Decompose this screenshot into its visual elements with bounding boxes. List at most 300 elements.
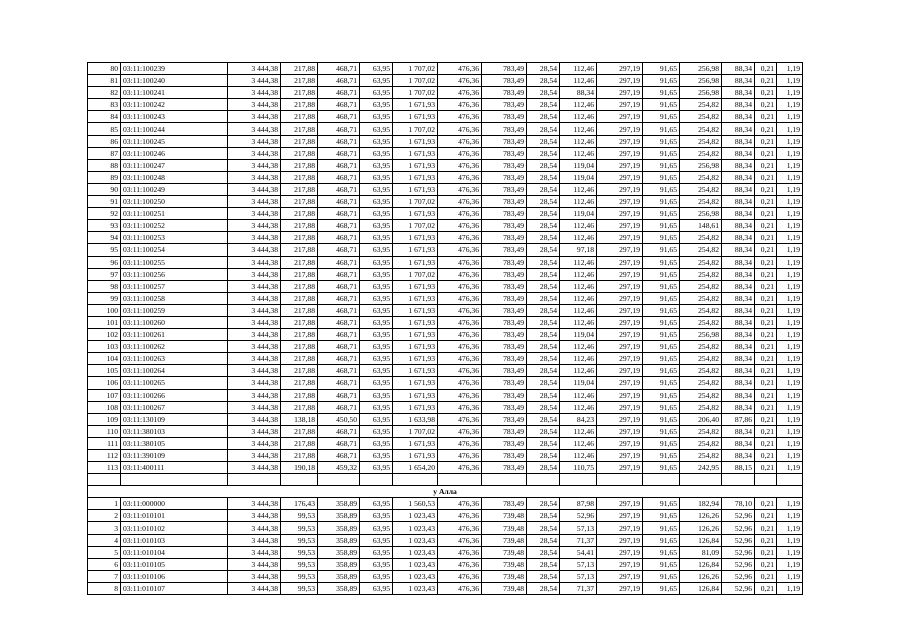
value-cell: 3 444,38 — [228, 280, 281, 292]
parcel-code-cell: 03:11:100262 — [121, 341, 228, 353]
row-number-cell: 91 — [88, 196, 121, 208]
value-cell: 297,19 — [597, 123, 643, 135]
value-cell: 88,34 — [722, 329, 755, 341]
value-cell: 783,49 — [482, 413, 527, 425]
value-cell: 63,95 — [360, 123, 393, 135]
value-cell: 3 444,38 — [228, 450, 281, 462]
table-row — [88, 304, 803, 316]
value-cell: 476,36 — [438, 413, 482, 425]
value-cell: 0,21 — [755, 510, 777, 522]
row-number-cell: 108 — [88, 401, 121, 413]
value-cell: 0,21 — [755, 171, 777, 183]
value-cell: 1 671,93 — [393, 135, 438, 147]
value-cell: 88,34 — [722, 268, 755, 280]
value-cell: 88,34 — [722, 196, 755, 208]
value-cell: 0,21 — [755, 87, 777, 99]
empty-cell — [88, 474, 121, 486]
row-number-cell: 8 — [88, 582, 121, 594]
section-header-row — [88, 486, 803, 498]
value-cell: 1 671,93 — [393, 401, 438, 413]
value-cell: 297,19 — [597, 413, 643, 425]
value-cell: 1 671,93 — [393, 304, 438, 316]
value-cell: 468,71 — [318, 437, 360, 449]
value-cell: 0,21 — [755, 304, 777, 316]
value-cell: 3 444,38 — [228, 99, 281, 111]
value-cell: 1 707,02 — [393, 196, 438, 208]
value-cell: 28,54 — [527, 341, 560, 353]
value-cell: 0,21 — [755, 256, 777, 268]
empty-cell — [597, 474, 643, 486]
empty-cell — [360, 474, 393, 486]
table-row — [88, 135, 803, 147]
table-row — [88, 341, 803, 353]
value-cell: 783,49 — [482, 401, 527, 413]
table-row — [88, 522, 803, 534]
value-cell: 217,88 — [281, 401, 318, 413]
value-cell: 1,19 — [777, 570, 803, 582]
row-number-cell: 86 — [88, 135, 121, 147]
value-cell: 91,65 — [643, 582, 680, 594]
value-cell: 297,19 — [597, 292, 643, 304]
value-cell: 88,34 — [722, 111, 755, 123]
value-cell: 254,82 — [680, 292, 722, 304]
value-cell: 476,36 — [438, 570, 482, 582]
parcel-code-cell: 03:11:100265 — [121, 377, 228, 389]
parcel-code-cell: 03:11:100256 — [121, 268, 228, 280]
table-row — [88, 147, 803, 159]
value-cell: 88,34 — [722, 244, 755, 256]
value-cell: 1 671,93 — [393, 292, 438, 304]
value-cell: 783,49 — [482, 292, 527, 304]
value-cell: 1 023,43 — [393, 558, 438, 570]
value-cell: 297,19 — [597, 329, 643, 341]
value-cell: 112,46 — [560, 292, 597, 304]
empty-cell — [393, 474, 438, 486]
row-number-cell: 107 — [88, 389, 121, 401]
value-cell: 1 671,93 — [393, 329, 438, 341]
value-cell: 297,19 — [597, 582, 643, 594]
parcel-code-cell: 03:11:390109 — [121, 450, 228, 462]
value-cell: 84,23 — [560, 413, 597, 425]
value-cell: 217,88 — [281, 208, 318, 220]
value-cell: 468,71 — [318, 304, 360, 316]
value-cell: 297,19 — [597, 232, 643, 244]
value-cell: 476,36 — [438, 280, 482, 292]
value-cell: 91,65 — [643, 450, 680, 462]
value-cell: 468,71 — [318, 123, 360, 135]
value-cell: 297,19 — [597, 171, 643, 183]
value-cell: 254,82 — [680, 365, 722, 377]
value-cell: 3 444,38 — [228, 123, 281, 135]
value-cell: 63,95 — [360, 232, 393, 244]
value-cell: 254,82 — [680, 377, 722, 389]
value-cell: 3 444,38 — [228, 304, 281, 316]
row-number-cell: 96 — [88, 256, 121, 268]
row-number-cell: 112 — [88, 450, 121, 462]
value-cell: 3 444,38 — [228, 256, 281, 268]
value-cell: 783,49 — [482, 244, 527, 256]
empty-cell — [680, 474, 722, 486]
value-cell: 254,82 — [680, 268, 722, 280]
value-cell: 52,96 — [560, 510, 597, 522]
value-cell: 63,95 — [360, 220, 393, 232]
value-cell: 78,10 — [722, 498, 755, 510]
value-cell: 0,21 — [755, 196, 777, 208]
value-cell: 783,49 — [482, 280, 527, 292]
value-cell: 0,21 — [755, 582, 777, 594]
value-cell: 783,49 — [482, 377, 527, 389]
value-cell: 217,88 — [281, 292, 318, 304]
value-cell: 254,82 — [680, 244, 722, 256]
value-cell: 1,19 — [777, 425, 803, 437]
value-cell: 1 707,02 — [393, 87, 438, 99]
table-row — [88, 353, 803, 365]
row-number-cell: 99 — [88, 292, 121, 304]
value-cell: 28,54 — [527, 450, 560, 462]
row-number-cell: 82 — [88, 87, 121, 99]
value-cell: 63,95 — [360, 498, 393, 510]
value-cell: 476,36 — [438, 316, 482, 328]
value-cell: 217,88 — [281, 135, 318, 147]
value-cell: 91,65 — [643, 147, 680, 159]
value-cell: 297,19 — [597, 510, 643, 522]
value-cell: 63,95 — [360, 292, 393, 304]
value-cell: 3 444,38 — [228, 498, 281, 510]
value-cell: 63,95 — [360, 546, 393, 558]
value-cell: 88,34 — [722, 147, 755, 159]
value-cell: 91,65 — [643, 256, 680, 268]
value-cell: 91,65 — [643, 135, 680, 147]
value-cell: 476,36 — [438, 425, 482, 437]
value-cell: 0,21 — [755, 425, 777, 437]
value-cell: 297,19 — [597, 63, 643, 75]
value-cell: 28,54 — [527, 401, 560, 413]
value-cell: 88,34 — [722, 341, 755, 353]
value-cell: 217,88 — [281, 220, 318, 232]
value-cell: 0,21 — [755, 268, 777, 280]
value-cell: 52,96 — [722, 546, 755, 558]
parcel-code-cell: 03:11:100240 — [121, 75, 228, 87]
value-cell: 112,46 — [560, 389, 597, 401]
value-cell: 1,19 — [777, 268, 803, 280]
value-cell: 119,04 — [560, 159, 597, 171]
value-cell: 91,65 — [643, 280, 680, 292]
value-cell: 358,89 — [318, 546, 360, 558]
value-cell: 3 444,38 — [228, 244, 281, 256]
table-row — [88, 256, 803, 268]
parcel-code-cell: 03:11:100266 — [121, 389, 228, 401]
parcel-code-cell: 03:11:100267 — [121, 401, 228, 413]
value-cell: 358,89 — [318, 522, 360, 534]
value-cell: 468,71 — [318, 183, 360, 195]
value-cell: 297,19 — [597, 377, 643, 389]
value-cell: 739,48 — [482, 510, 527, 522]
value-cell: 254,82 — [680, 147, 722, 159]
value-cell: 88,34 — [722, 389, 755, 401]
value-cell: 28,54 — [527, 232, 560, 244]
value-cell: 91,65 — [643, 522, 680, 534]
value-cell: 217,88 — [281, 341, 318, 353]
value-cell: 112,46 — [560, 63, 597, 75]
value-cell: 254,82 — [680, 99, 722, 111]
value-cell: 217,88 — [281, 171, 318, 183]
value-cell: 88,34 — [722, 99, 755, 111]
value-cell: 63,95 — [360, 365, 393, 377]
value-cell: 1,19 — [777, 377, 803, 389]
value-cell: 1,19 — [777, 316, 803, 328]
value-cell: 468,71 — [318, 75, 360, 87]
parcel-code-cell: 03:11:100261 — [121, 329, 228, 341]
value-cell: 3 444,38 — [228, 135, 281, 147]
value-cell: 3 444,38 — [228, 558, 281, 570]
value-cell: 3 444,38 — [228, 87, 281, 99]
value-cell: 3 444,38 — [228, 208, 281, 220]
value-cell: 783,49 — [482, 63, 527, 75]
value-cell: 468,71 — [318, 111, 360, 123]
value-cell: 3 444,38 — [228, 147, 281, 159]
value-cell: 91,65 — [643, 365, 680, 377]
value-cell: 1 671,93 — [393, 450, 438, 462]
value-cell: 217,88 — [281, 75, 318, 87]
table-row — [88, 498, 803, 510]
value-cell: 126,26 — [680, 522, 722, 534]
value-cell: 87,86 — [722, 413, 755, 425]
value-cell: 91,65 — [643, 208, 680, 220]
value-cell: 468,71 — [318, 87, 360, 99]
value-cell: 88,34 — [722, 75, 755, 87]
value-cell: 256,98 — [680, 75, 722, 87]
row-number-cell: 1 — [88, 498, 121, 510]
value-cell: 783,49 — [482, 341, 527, 353]
row-number-cell: 83 — [88, 99, 121, 111]
value-cell: 476,36 — [438, 99, 482, 111]
value-cell: 3 444,38 — [228, 63, 281, 75]
value-cell: 28,54 — [527, 353, 560, 365]
value-cell: 28,54 — [527, 135, 560, 147]
row-number-cell: 100 — [88, 304, 121, 316]
value-cell: 1 023,43 — [393, 570, 438, 582]
value-cell: 739,48 — [482, 546, 527, 558]
table-row — [88, 220, 803, 232]
value-cell: 242,95 — [680, 462, 722, 474]
value-cell: 476,36 — [438, 63, 482, 75]
value-cell: 297,19 — [597, 498, 643, 510]
value-cell: 28,54 — [527, 582, 560, 594]
value-cell: 1 671,93 — [393, 111, 438, 123]
value-cell: 783,49 — [482, 498, 527, 510]
parcel-code-cell: 03:11:380105 — [121, 437, 228, 449]
value-cell: 468,71 — [318, 171, 360, 183]
table-row — [88, 546, 803, 558]
value-cell: 1,19 — [777, 147, 803, 159]
value-cell: 0,21 — [755, 244, 777, 256]
value-cell: 217,88 — [281, 123, 318, 135]
value-cell: 1 023,43 — [393, 582, 438, 594]
value-cell: 297,19 — [597, 558, 643, 570]
value-cell: 3 444,38 — [228, 401, 281, 413]
value-cell: 91,65 — [643, 244, 680, 256]
value-cell: 1,19 — [777, 123, 803, 135]
value-cell: 1,19 — [777, 183, 803, 195]
value-cell: 112,46 — [560, 304, 597, 316]
value-cell: 52,96 — [722, 582, 755, 594]
value-cell: 63,95 — [360, 413, 393, 425]
value-cell: 1 671,93 — [393, 183, 438, 195]
row-number-cell: 80 — [88, 63, 121, 75]
empty-cell — [755, 474, 777, 486]
table-row — [88, 196, 803, 208]
empty-cell — [560, 474, 597, 486]
value-cell: 1,19 — [777, 196, 803, 208]
value-cell: 126,84 — [680, 534, 722, 546]
value-cell: 0,21 — [755, 292, 777, 304]
value-cell: 28,54 — [527, 111, 560, 123]
value-cell: 297,19 — [597, 75, 643, 87]
value-cell: 468,71 — [318, 401, 360, 413]
value-cell: 0,21 — [755, 329, 777, 341]
value-cell: 783,49 — [482, 75, 527, 87]
value-cell: 1,19 — [777, 341, 803, 353]
value-cell: 1,19 — [777, 522, 803, 534]
value-cell: 297,19 — [597, 208, 643, 220]
value-cell: 63,95 — [360, 329, 393, 341]
value-cell: 63,95 — [360, 268, 393, 280]
value-cell: 28,54 — [527, 389, 560, 401]
value-cell: 63,95 — [360, 437, 393, 449]
value-cell: 0,21 — [755, 365, 777, 377]
value-cell: 28,54 — [527, 546, 560, 558]
value-cell: 190,18 — [281, 462, 318, 474]
value-cell: 88,34 — [722, 401, 755, 413]
value-cell: 99,53 — [281, 558, 318, 570]
value-cell: 783,49 — [482, 208, 527, 220]
value-cell: 112,46 — [560, 353, 597, 365]
row-number-cell: 113 — [88, 462, 121, 474]
value-cell: 1 707,02 — [393, 75, 438, 87]
value-cell: 217,88 — [281, 244, 318, 256]
value-cell: 468,71 — [318, 280, 360, 292]
parcel-code-cell: 03:11:100264 — [121, 365, 228, 377]
value-cell: 0,21 — [755, 63, 777, 75]
value-cell: 476,36 — [438, 220, 482, 232]
value-cell: 1,19 — [777, 63, 803, 75]
value-cell: 254,82 — [680, 232, 722, 244]
table-body — [88, 63, 803, 595]
parcel-code-cell: 03:11:100254 — [121, 244, 228, 256]
value-cell: 476,36 — [438, 268, 482, 280]
value-cell: 1,19 — [777, 437, 803, 449]
value-cell: 99,53 — [281, 582, 318, 594]
value-cell: 52,96 — [722, 534, 755, 546]
value-cell: 28,54 — [527, 437, 560, 449]
value-cell: 91,65 — [643, 196, 680, 208]
value-cell: 88,34 — [722, 183, 755, 195]
value-cell: 88,34 — [722, 220, 755, 232]
value-cell: 476,36 — [438, 87, 482, 99]
value-cell: 476,36 — [438, 159, 482, 171]
value-cell: 28,54 — [527, 292, 560, 304]
value-cell: 1,19 — [777, 280, 803, 292]
value-cell: 217,88 — [281, 389, 318, 401]
value-cell: 112,46 — [560, 280, 597, 292]
parcel-code-cell: 03:11:100243 — [121, 111, 228, 123]
value-cell: 1 023,43 — [393, 510, 438, 522]
value-cell: 254,82 — [680, 135, 722, 147]
value-cell: 1 654,20 — [393, 462, 438, 474]
row-number-cell: 104 — [88, 353, 121, 365]
value-cell: 783,49 — [482, 232, 527, 244]
parcel-code-cell: 03:11:100239 — [121, 63, 228, 75]
value-cell: 297,19 — [597, 183, 643, 195]
value-cell: 3 444,38 — [228, 377, 281, 389]
value-cell: 1,19 — [777, 401, 803, 413]
value-cell: 476,36 — [438, 232, 482, 244]
value-cell: 91,65 — [643, 401, 680, 413]
data-table — [87, 62, 803, 595]
value-cell: 63,95 — [360, 87, 393, 99]
table-row — [88, 510, 803, 522]
value-cell: 297,19 — [597, 437, 643, 449]
value-cell: 28,54 — [527, 280, 560, 292]
value-cell: 476,36 — [438, 582, 482, 594]
value-cell: 119,04 — [560, 208, 597, 220]
value-cell: 783,49 — [482, 135, 527, 147]
value-cell: 358,89 — [318, 510, 360, 522]
value-cell: 468,71 — [318, 99, 360, 111]
row-number-cell: 3 — [88, 522, 121, 534]
value-cell: 0,21 — [755, 111, 777, 123]
value-cell: 63,95 — [360, 75, 393, 87]
value-cell: 112,46 — [560, 268, 597, 280]
row-number-cell: 97 — [88, 268, 121, 280]
value-cell: 63,95 — [360, 462, 393, 474]
value-cell: 88,34 — [722, 353, 755, 365]
value-cell: 1,19 — [777, 558, 803, 570]
value-cell: 468,71 — [318, 377, 360, 389]
value-cell: 476,36 — [438, 111, 482, 123]
value-cell: 28,54 — [527, 377, 560, 389]
value-cell: 217,88 — [281, 316, 318, 328]
parcel-code-cell: 03:11:100241 — [121, 87, 228, 99]
value-cell: 91,65 — [643, 268, 680, 280]
table-row — [88, 316, 803, 328]
value-cell: 52,96 — [722, 570, 755, 582]
value-cell: 63,95 — [360, 582, 393, 594]
value-cell: 28,54 — [527, 196, 560, 208]
value-cell: 3 444,38 — [228, 196, 281, 208]
value-cell: 1 671,93 — [393, 147, 438, 159]
value-cell: 476,36 — [438, 377, 482, 389]
parcel-code-cell: 03:11:130109 — [121, 413, 228, 425]
value-cell: 1 671,93 — [393, 341, 438, 353]
value-cell: 63,95 — [360, 389, 393, 401]
value-cell: 54,41 — [560, 546, 597, 558]
table-row — [88, 425, 803, 437]
value-cell: 217,88 — [281, 353, 318, 365]
value-cell: 1,19 — [777, 462, 803, 474]
value-cell: 63,95 — [360, 510, 393, 522]
value-cell: 297,19 — [597, 135, 643, 147]
value-cell: 63,95 — [360, 171, 393, 183]
value-cell: 217,88 — [281, 437, 318, 449]
value-cell: 297,19 — [597, 304, 643, 316]
value-cell: 91,65 — [643, 75, 680, 87]
value-cell: 0,21 — [755, 570, 777, 582]
value-cell: 1,19 — [777, 304, 803, 316]
table-row — [88, 582, 803, 594]
value-cell: 87,98 — [560, 498, 597, 510]
table-row — [88, 280, 803, 292]
